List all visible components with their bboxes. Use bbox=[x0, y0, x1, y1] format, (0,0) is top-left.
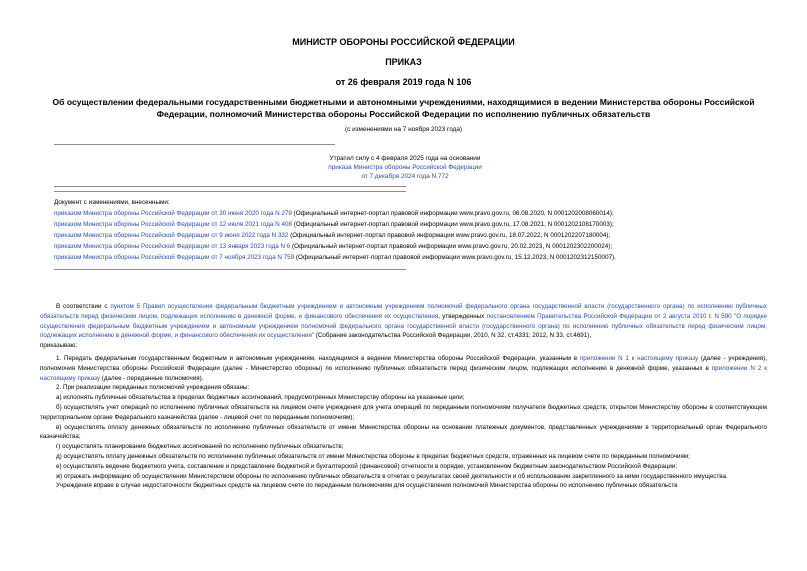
order-word: приказываю: bbox=[40, 342, 78, 350]
amendment-item bbox=[54, 230, 774, 241]
ministry-heading: МИНИСТР ОБОРОНЫ РОССИЙСКОЙ ФЕДЕРАЦИИ bbox=[292, 37, 515, 47]
validity-text: Утратил силу с 4 февраля 2025 года на основании bbox=[329, 155, 481, 162]
divider-mid-2 bbox=[54, 191, 406, 192]
paragraph-1: 1. Передать федеральным государственным бюджетным и автономным учреждениям, находящимся в ведении Министерства обороны Российской Федерации, указанным в приложении N 1 к настоящему приказу (далее - учреждения), полномочия Министерства обороны Российской Федерации (далее - Министерство обороны) по исполнению публичных обязательств перед физическим лицом, подлежащих исполнению в денежной форме, указанных в приложении N 2 к настоящему приказу (далее - переданные полномочия). bbox=[40, 354, 768, 382]
amendment-source: (Официальный интернет-портал правовой информации www.pravo.gov.ru, 20.02.2023, N 0001202302200024); bbox=[290, 243, 613, 251]
order-body bbox=[40, 302, 767, 491]
amendment-link[interactable]: приказом Министра обороны Российской Федерации от 7 ноября 2023 года N 759 bbox=[54, 254, 295, 262]
divider-mid-1 bbox=[54, 186, 406, 187]
subparagraph-f: е) осуществлять ведение бюджетного учета, составление и представление бюджетной и бухгалтерской (финансовой) отчетности в порядке, установленном бюджетным законодательством Российской Федерации; bbox=[56, 462, 678, 470]
amendment-link[interactable]: приказом Министра обороны Российской Федерации от 30 июня 2020 года N 279 bbox=[54, 210, 292, 218]
government-decree-link[interactable]: постановлением Правительства Российской Федерации от 2 августа 2010 г. N 590 "О порядке осуществления федеральным бюджетным учреждением и автономным учреждением полномочий федерального органа государственной власти (государственного органа) по исполнению публичных обязательств перед физическим лицом, подлежащих исполнению в денежной форме, и финансового обеспечения их осуществления" bbox=[40, 312, 767, 340]
order-subject: Об осуществлении федеральными государственными бюджетными и автономными учреждениями, находящимися в ведении Министерства обороны Российской Федерации, полномочий Министерства обороны Российской Федерации по исполнению публичных обязательств bbox=[52, 97, 755, 119]
amendment-link[interactable]: приказом Министра обороны Российской Федерации от 12 июля 2021 года N 408 bbox=[54, 221, 292, 229]
subparagraph-d: г) осуществлять планирование бюджетных ассигнований по исполнению публичных обязательств; bbox=[56, 443, 344, 451]
amendment-item bbox=[54, 241, 774, 252]
amendment-source: (Официальный интернет-портал правовой информации www.pravo.gov.ru, 17.08.2021, N 0001202108170003); bbox=[291, 221, 614, 229]
subparagraph-g: ж) отражать информацию об осуществлении Министерством обороны по исполнению публичных обязательств в отчетах о результатах своей деятельности и об использовании закрепленного за ними государственного имущества. bbox=[56, 472, 728, 480]
order-date: от 26 февраля 2019 года N 106 bbox=[335, 77, 472, 87]
order-heading: ПРИКАЗ bbox=[385, 57, 422, 67]
amendment-source: (Официальный интернет-портал правовой информации www.pravo.gov.ru, 18.07.2022, N 0001202207180004); bbox=[288, 232, 611, 240]
divider-bottom bbox=[54, 269, 406, 270]
preamble-paragraph: В соответствии с пунктом 5 Правил осуществления федеральным бюджетным учреждением и автономным учреждением полномочий федерального органа государственной власти (государственного органа) по исполнению публичных обязательств перед физическим лицом, подлежащих исполнению в денежной форме, и финансового обеспечения их осуществления, утвержденных постановлением Правительства Российской Федерации от 2 августа 2010 г. N 590 "О порядке осуществления федеральным бюджетным учреждением и автономным учреждением полномочий федерального органа государственной власти (государственного органа) по исполнению публичных обязательств перед физическим лицом, подлежащих исполнению в денежной форме, и финансового обеспечения их осуществления" (Собрание законодательства Российской Федерации, 2010, N 32, ст.4331; 2012, N 33, ст.4691), bbox=[40, 303, 767, 340]
rules-point-link[interactable]: пунктом 5 Правил осуществления федеральным бюджетным учреждением и автономным учреждением полномочий федерального органа государственной власти (государственного органа) по исполнению публичных обязательств перед физическим лицом, подлежащих исполнению в денежной форме, и финансового обеспечения их осуществления bbox=[40, 303, 767, 320]
repeal-order-link[interactable]: приказа Министра обороны Российской Федерации bbox=[328, 164, 482, 171]
amendment-source: (Официальный интернет-портал правовой информации www.pravo.gov.ru, 06.08.2020, N 0001202008060014); bbox=[291, 210, 614, 218]
subparagraph-c: в) осуществлять оплату денежных обязательств по исполнению публичных обязательств от имени Министерства обороны на основании платежных документов, представленных учреждениями в территориальный орган Федерального казначейства; bbox=[40, 423, 767, 441]
amendment-link[interactable]: приказом Министра обороны Российской Федерации от 13 января 2023 года N 6 bbox=[54, 243, 291, 251]
changes-note: (с изменениями на 7 ноября 2023 года) bbox=[344, 126, 463, 133]
institutions-right-paragraph: Учреждения вправе в случае недостаточности бюджетных средств на лицевом счете по переданным полномочиям для осуществления полномочий Министерства обороны по исполнению публичных обязательств bbox=[56, 482, 678, 490]
subparagraph-e: д) осуществлять оплату денежных обязательств по исполнению публичных обязательств от имени Министерства обороны в пределах бюджетных средств, отраженных на лицевом счете по переданным полномочиям; bbox=[56, 452, 690, 460]
amendments-list bbox=[54, 197, 774, 264]
amendment-item bbox=[54, 208, 774, 219]
subparagraph-a: а) исполнять публичные обязательства в пределах бюджетных ассигнований, предусмотренных Министерству обороны на указанные цели; bbox=[56, 394, 465, 402]
paragraph-2: 2. При реализации переданных полномочий учреждения обязаны: bbox=[56, 384, 250, 392]
validity-block bbox=[255, 154, 555, 181]
repeal-order-date-link[interactable]: от 7 декабря 2024 года N 772 bbox=[361, 173, 449, 180]
amendment-item bbox=[54, 219, 774, 230]
divider-top bbox=[54, 144, 335, 145]
subparagraph-b: б) осуществлять учет операций по исполнению публичных обязательств на лицевом счете учреждения для учета операций по переданным полномочиям получателя бюджетных средств, открытом Министерству обороны в соответствующем территориальном органе Федерального казначейства (далее - лицевой счет по переданным полномочиям); bbox=[40, 403, 767, 421]
appendix-2-link[interactable]: приложении N 2 к настоящему приказу bbox=[40, 364, 768, 382]
amendment-item bbox=[54, 252, 774, 263]
amendments-title: Документ с изменениями, внесенными: bbox=[54, 199, 170, 206]
amendment-link[interactable]: приказом Министра обороны Российской Федерации от 9 июня 2022 года N 332 bbox=[54, 232, 289, 240]
amendment-source: (Официальный интернет-портал правовой информации www.pravo.gov.ru, 15.12.2023, N 0001202312150007). bbox=[294, 254, 616, 262]
appendix-1-link[interactable]: приложении N 1 к настоящему приказу bbox=[579, 354, 699, 362]
